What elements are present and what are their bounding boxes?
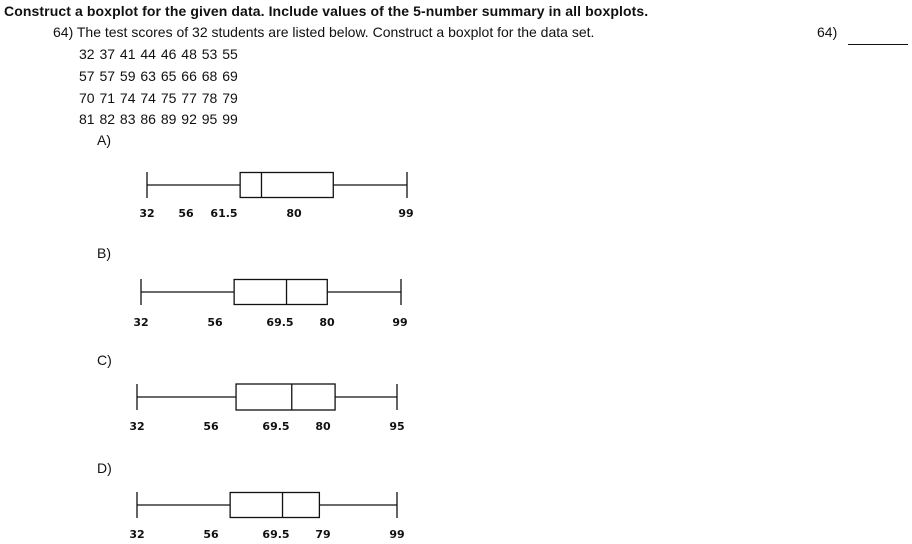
option-b-label[interactable]: B) bbox=[97, 245, 111, 261]
summary-value-label: 56 bbox=[178, 207, 194, 220]
summary-value-label: 99 bbox=[392, 316, 408, 329]
option-a-label[interactable]: A) bbox=[97, 132, 111, 148]
iqr-box bbox=[234, 280, 327, 305]
summary-value-label: 80 bbox=[286, 207, 302, 220]
summary-value-label: 32 bbox=[129, 528, 145, 541]
data-row: 81 82 83 86 89 92 95 99 bbox=[79, 111, 238, 127]
boxplot-a bbox=[139, 172, 413, 220]
summary-value-label: 61.5 bbox=[210, 207, 238, 220]
summary-value-label: 56 bbox=[203, 420, 219, 433]
data-row: 57 57 59 63 65 66 68 69 bbox=[79, 68, 238, 84]
data-row: 32 37 41 44 46 48 53 55 bbox=[79, 46, 238, 62]
iqr-box bbox=[236, 384, 335, 410]
summary-value-label: 69.5 bbox=[262, 420, 290, 433]
iqr-box bbox=[240, 173, 333, 198]
boxplot-c bbox=[129, 384, 404, 433]
question-prompt: 64) The test scores of 32 students are listed below. Construct a boxplot for the data set. bbox=[53, 24, 595, 40]
data-row: 70 71 74 74 75 77 78 79 bbox=[79, 90, 238, 106]
summary-value-label: 95 bbox=[389, 420, 405, 433]
summary-value-label: 69.5 bbox=[266, 316, 294, 329]
summary-value-label: 80 bbox=[315, 420, 331, 433]
summary-value-label: 56 bbox=[207, 316, 223, 329]
summary-value-label: 99 bbox=[398, 207, 414, 220]
boxplot-b bbox=[133, 279, 407, 329]
summary-value-label: 80 bbox=[319, 316, 335, 329]
answer-number: 64) bbox=[817, 24, 838, 40]
summary-value-label: 32 bbox=[139, 207, 155, 220]
summary-value-label: 32 bbox=[133, 316, 149, 329]
summary-value-label: 79 bbox=[315, 528, 331, 541]
iqr-box bbox=[230, 493, 319, 518]
boxplot-d bbox=[129, 492, 404, 541]
instruction-heading: Construct a boxplot for the given data. Include values of the 5-number summary in all boxplots. bbox=[4, 3, 649, 19]
summary-value-label: 56 bbox=[203, 528, 219, 541]
option-d-label[interactable]: D) bbox=[97, 460, 112, 476]
option-c-label[interactable]: C) bbox=[97, 352, 112, 368]
summary-value-label: 32 bbox=[129, 420, 145, 433]
summary-value-label: 69.5 bbox=[262, 528, 290, 541]
summary-value-label: 99 bbox=[389, 528, 405, 541]
